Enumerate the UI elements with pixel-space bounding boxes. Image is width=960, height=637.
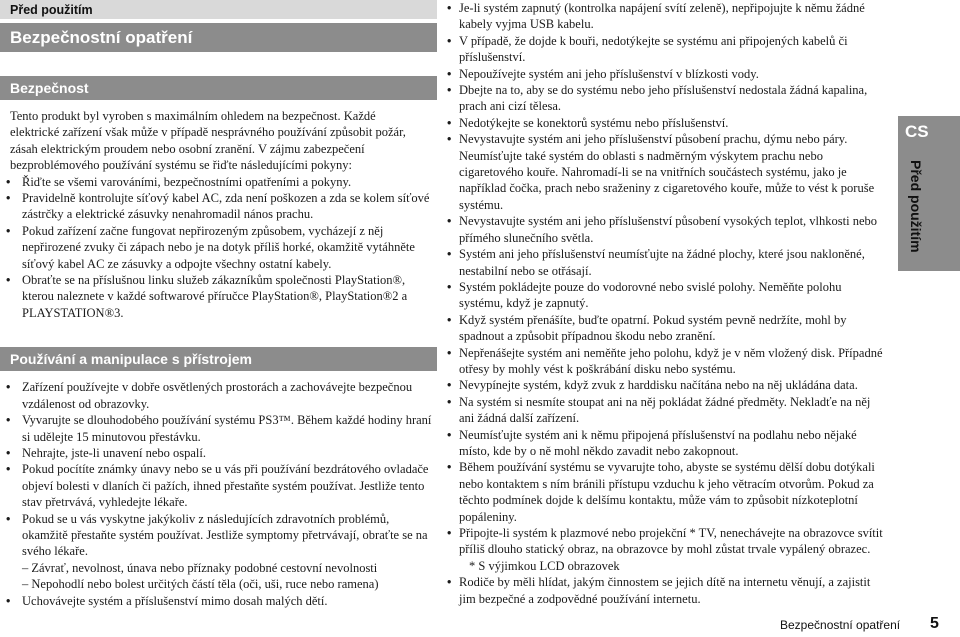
left-column [0,0,437,609]
sub-list-item: – Nepohodlí nebo bolest určitých částí těla (oči, uši, ruce nebo ramena) [22,577,379,592]
safety-intro: Tento produkt byl vyroben s maximálním ohledem na bezpečnost. Každé elektrické zařízení však může v případě nesprávného používání způsobit požár, zásah elektrickým proudem nebo osobní zranění. V zájmu zabezpečení bezproblémového používání systému se řiďte následujícími pokyny: [10,109,406,173]
list-item: • Rodiče by měli hlídat, jakým činnostem se jejich dítě na internetu věnují, a zajistit jim bezpečné a zodpovědné používání internetu. [447,575,871,606]
list-item: • Nevystavujte systém ani jeho příslušenství působení prachu, dýmu nebo páry. Neumísťujte také systém do oblasti s nadměrným výskytem prachu nebo cigaretového kouře. Nahromadí-li se na vnitřních součástech systému, jako je například čočka, prach nebo sraženiny z cigaretového kouře, může to vést k poruše systému. [447,132,875,212]
list-item: • Nepřenášejte systém ani neměňte jeho polohu, když je v něm vložený disk. Případné otřesy by mohly vést k poškrábání disku nebo systému. [447,345,883,376]
list-item: • Připojte-li systém k plazmové nebo projekční * TV, nenechávejte na obrazovce svítit příliš dlouho statický obraz, na obrazovce by mohl zůstat trvale vypálený obrazec. [447,526,883,557]
list-item: • Nehrajte, jste-li unavení nebo ospalí. [6,445,206,460]
list-item: • Nevystavujte systém ani jeho příslušenství působení vysokých teplot, vlhkosti nebo přímého slunečního světla. [447,214,878,245]
list-item: • Zařízení používejte v dobře osvětlených prostorách a zachovávejte bezpečnou vzdálenost od obrazovky. [6,380,413,411]
safety-list [0,174,437,322]
list-item: • Řiďte se všemi varováními, bezpečnostními opatřeními a pokyny. [6,174,352,189]
safety-heading: Bezpečnost [0,76,437,100]
list-item: • Pokud pocítíte známky únavy nebo se u vás při používání bezdrátového ovladače objeví bolesti v dlaních či pažích, ihned přestaňte systém používat. Jestliže tento stav přetrvává, vyhledejte lékaře. [6,462,429,510]
list-item: • Uchovávejte systém a příslušenství mimo dosah malých dětí. [6,593,328,608]
vertical-section-title: Před použitím [908,160,924,253]
list-item: • Vyvarujte se dlouhodobého používání systému PS3™. Během každé hodiny hraní si udělejte 15 minutovou přestávku. [6,413,432,444]
language-code: CS [905,122,929,141]
list-item: • Pokud se u vás vyskytne jakýkoliv z následujících zdravotních problémů, okamžitě přestaňte systém používat. Jestliže symptomy přetrvávají, obraťte se na svého lékaře. [6,511,428,559]
handling-heading: Používání a manipulace s přístrojem [0,347,437,371]
section-label: Před použitím [0,0,437,19]
right-column [447,0,885,607]
list-item: • Když systém přenášíte, buďte opatrní. Pokud systém pevně nedržíte, mohl by spadnout a způsobit případnou škodu nebo zranění. [447,312,847,344]
list-item: • Je-li systém zapnutý (kontrolka napájení svítí zeleně), nepřipojujte k němu žádné kabely vyjma USB kabelu. [447,1,865,32]
list-item: • Systém pokládejte pouze do vodorovné nebo svislé polohy. Neměňte polohu systému, když je zapnutý. [447,279,842,311]
list-item: • Nepoužívejte systém ani jeho příslušenství v blízkosti vody. [447,66,759,81]
list-item: • Pravidelně kontrolujte síťový kabel AC, zda není poškozen a zda se kolem síťové zástrčky a elektrické zásuvky nenahromadil nános prachu. [6,191,430,222]
sub-list-item: – Závrať, nevolnost, únava nebo příznaky podobné cestovní nevolnosti [22,560,378,575]
list-item: • Na systém si nesmíte stoupat ani na něj pokládat žádné předměty. Nekladťe na něj ani žádná další zařízení. [447,394,871,426]
list-item: • Obraťte se na příslušnou linku služeb zákazníkům společnosti PlayStation®, kterou naleznete v každé softwarové příručce PlayStation®, PlayStation®2 a PLAYSTATION®3. [6,273,408,320]
list-item: • Dbejte na to, aby se do systému nebo jeho příslušenství nedostala žádná kapalina, prach ani cizí tělesa. [447,83,868,114]
handling-list [0,379,437,609]
list-item: • Pokud zařízení začne fungovat nepřirozeným způsobem, vycházejí z něj nepřirozené zvuky či zápach nebo je na dotyk příliš horké, okamžitě vytáhněte síťový kabel AC ze zásuvky a odpojte všechny ostatní kabely. [6,223,415,271]
footnote: * S výjimkou LCD obrazovek [469,558,620,573]
right-list [447,0,885,607]
page-title: Bezpečnostní opatření [0,23,437,52]
list-item: • Neumísťujte systém ani k němu připojená příslušenství na podlahu nebo nějaké místo, kde by o ně mohl někdo zavadit nebo zakopnout. [447,427,857,458]
page-number: 5 [930,615,939,632]
footer-label: Bezpečnostní opatření [780,618,901,632]
list-item: • Během používání systému se vyvarujte toho, abyste se systému dělší dobu dotýkali nebo kontaktem s ním bránili přístupu vzduchu k jeho větracím otvorům. Pokud za těchto podmínek dojde k delšímu kontaktu, může vám to způsobit nízkoteplotní popáleniny. [447,460,875,524]
list-item: • Systém ani jeho příslušenství neumísťujte na žádné plochy, které jsou nakloněné, nestabilní nebo se otřásají. [447,247,865,278]
list-item: • V případě, že dojde k bouři, nedotýkejte se systému ani připojených kabelů či příslušenství. [447,33,848,65]
list-item: • Nedotýkejte se konektorů systému nebo příslušenství. [447,115,729,130]
list-item: • Nevypínejte systém, když zvuk z harddisku načítána nebo na něj ukládána data. [447,378,858,393]
